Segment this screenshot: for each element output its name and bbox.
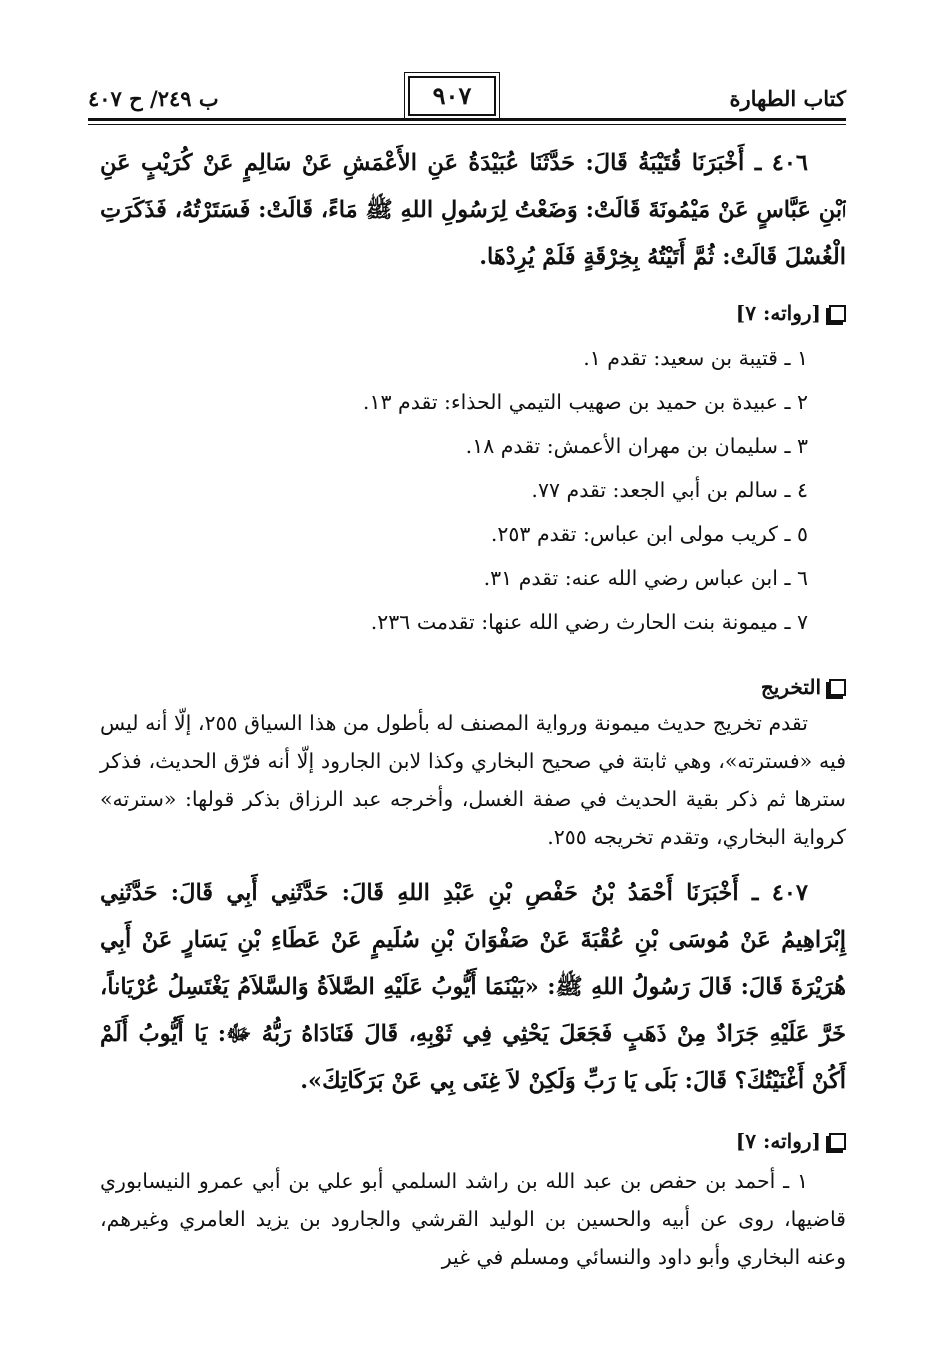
square-bullet-icon [829,679,846,696]
takhrij-heading-text: التخريج [760,675,821,699]
page-number-box: ٩٠٧ [408,76,496,116]
header-rule-thin [88,124,846,125]
list-item: ٣ ـ سليمان بن مهران الأعمش: تقدم ١٨. [465,434,808,458]
square-bullet-icon [829,305,846,322]
list-item: ٥ ـ كريب مولى ابن عباس: تقدم ٢٥٣. [490,522,808,546]
page-header [88,78,846,118]
chapter-hadith-reference: ب ٢٤٩/ ح ٤٠٧ [88,86,219,111]
hadith-406 [100,140,846,281]
list-item: ٧ ـ ميمونة بنت الحارث رضي الله عنها: تقدمت ٢٣٦. [370,610,808,634]
narrators-407-paragraph [100,1162,846,1276]
narrators-407-heading [100,1126,846,1156]
header-rule-thick [88,118,846,121]
narrators-407-text: ١ ـ أحمد بن حفص بن عبد الله بن راشد السلمي أبو علي بن أبي عمرو النيسابوري قاضيها، روى عن أبيه والحسين بن الوليد القرشي والجارود بن يزيد العامري وغيرهم، وعنه البخاري وأبو داود والنسائي ومسلم في غير [100,1169,846,1269]
takhrij-heading [100,672,846,702]
hadith-406-text: ٤٠٦ ـ أَخْبَرَنَا قُتَيْبَةُ قَالَ: حَدَّثَنَا عُبَيْدَةُ عَنِ الأَعْمَشِ عَنْ سَالِمٍ عَنْ كُرَيْبٍ عَنِ ٱبْنِ عَبَّاسٍ عَنْ مَيْمُونَةَ قَالَتْ: وَضَعْتُ لِرَسُولِ اللهِ ﷺ مَاءً، قَالَتْ: فَسَتَرْتُهُ، فَذَكَرَتِ الْغُسْلَ قَالَتْ: ثُمَّ أَتَيْتُهُ بِخِرْقَةٍ فَلَمْ يُرِدْهَا. [100,150,846,270]
takhrij-text: تقدم تخريج حديث ميمونة ورواية المصنف له بأطول من هذا السياق ٢٥٥، إلّا أنه ليس فيه «فسترته»، وهي ثابتة في صحيح البخاري وكذا لابن الجارود إلّا أنه فرّق الحديث، فذكر سترها ثم ذكر بقية الحديث في صفة الغسل، وأخرجه عبد الرزاق بذكر قولها: «سترته» كرواية البخاري، وتقدم تخريجه ٢٥٥. [99,711,846,849]
narrators-406-list [100,336,846,644]
list-item: ١ ـ قتيبة بن سعيد: تقدم ١. [583,346,808,370]
narrators-407-heading-text: [رواته: ٧] [735,1129,821,1153]
list-item: ٤ ـ سالم بن أبي الجعد: تقدم ٧٧. [531,478,808,502]
list-item: ٦ ـ ابن عباس رضي الله عنه: تقدم ٣١. [483,566,808,590]
takhrij-paragraph [100,704,846,856]
list-item: ٢ ـ عبيدة بن حميد بن صهيب التيمي الحذاء: تقدم ١٣. [362,390,808,414]
hadith-407 [100,870,846,1105]
book-title: كتاب الطهارة [729,86,846,111]
hadith-407-text: ٤٠٧ ـ أَخْبَرَنَا أَحْمَدُ بْنُ حَفْصِ بْنِ عَبْدِ اللهِ قَالَ: حَدَّثَنِي أَبِي قَالَ: حَدَّثَنِي إِبْرَاهِيمُ عَنْ مُوسَى بْنِ عُقْبَةَ عَنْ صَفْوَانَ بْنِ سُلَيمٍ عَنْ عَطَاءِ بْنِ يَسَارٍ عَنْ أَبِي هُرَيْرَةَ قَالَ: قَالَ رَسُولُ اللهِ ﷺ: «بَيْنَمَا أَيُّوبُ عَلَيْهِ الصَّلاَةُ وَالسَّلاَمُ يَغْتَسِلُ عُرْيَاناً، خَرَّ عَلَيْهِ جَرَادٌ مِنْ ذَهَبٍ فَجَعَلَ يَحْثِي فِي ثَوْبِهِ، قَالَ فَنَادَاهُ رَبُّهُ ﷻ: يَا أَيُّوبُ أَلَمْ أَكُنْ أَغْنَيْتُكَ؟ قَالَ: بَلَى يَا رَبِّ وَلَكِنْ لاَ غِنَى بِي عَنْ بَرَكَاتِكَ». [100,880,846,1094]
narrators-406-heading [100,298,846,328]
narrators-406-heading-text: [رواته: ٧] [735,301,821,325]
square-bullet-icon [829,1133,846,1150]
